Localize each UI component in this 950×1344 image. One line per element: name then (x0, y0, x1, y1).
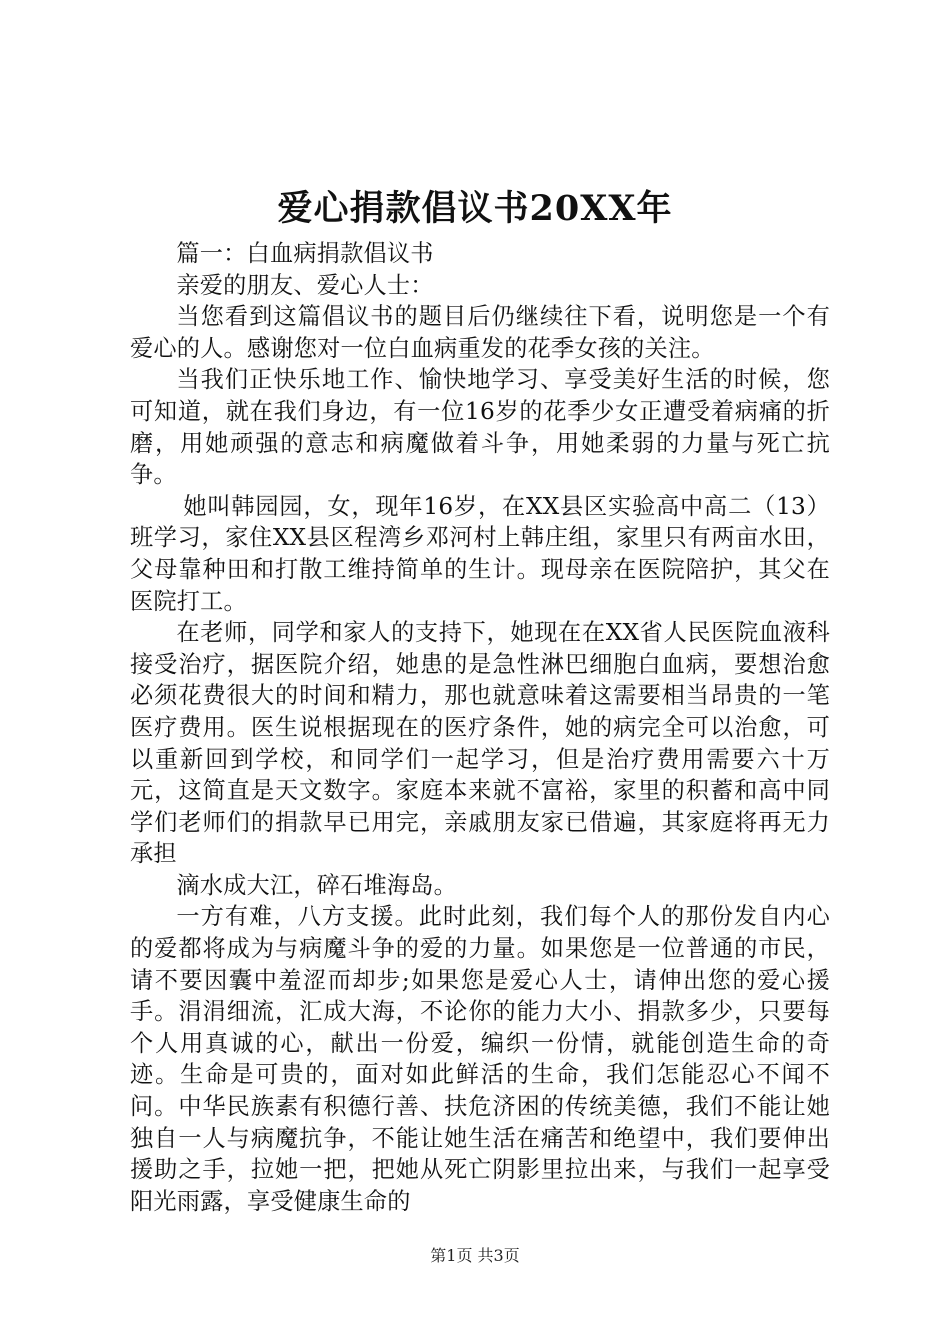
page-number: 第1页 共3页 (430, 1246, 520, 1265)
document-title: 爱心捐款倡议书20XX年 (277, 188, 673, 229)
paragraph: 当我们正快乐地工作、愉快地学习、享受美好生活的时候，您可知道，就在我们身边，有一位16岁的花季少女正遭受着病痛的折磨，用她顽强的意志和病魔做着斗争，用她柔弱的力量与死亡抗争。 (130, 366, 830, 489)
paragraph-salutation: 亲爱的朋友、爱心人士： (176, 271, 434, 299)
paragraph: 当您看到这篇倡议书的题目后仍继续往下看，说明您是一个有爱心的人。感谢您对一位白血病重发的花季女孩的关注。 (130, 303, 830, 362)
paragraph-section-heading: 篇一：白血病捐款倡议书 (176, 240, 434, 267)
paragraph: 在老师，同学和家人的支持下，她现在在XX省人民医院血液科接受治疗，据医院介绍，她患的是急性淋巴细胞白血病，要想治愈必须花费很大的时间和精力，那也就意味着这需要相当昂贵的一笔医疗费用。医生说根据现在的医疗条件，她的病完全可以治愈，可以重新回到学校，和同学们一起学习，但是治疗费用需要六十万元，这简直是天文数字。家庭本来就不富裕，家里的积蓄和高中同学们老师们的捐款早已用完，亲戚朋友家已借遍，其家庭将再无力承担 (130, 619, 830, 868)
document-body (130, 238, 830, 1217)
paragraph: 她叫韩园园，女，现年16岁，在XX县区实验高中高二（13）班学习，家住XX县区程湾乡邓河村上韩庄组，家里只有两亩水田，父母靠种田和打散工维持简单的生计。现母亲在医院陪护，其父在医院打工。 (130, 492, 830, 615)
paragraph: 一方有难，八方支援。此时此刻，我们每个人的那份发自内心的爱都将成为与病魔斗争的爱的力量。如果您是一位普通的市民，请不要因囊中羞涩而却步;如果您是爱心人士，请伸出您的爱心援手。涓涓细流，汇成大海，不论你的能力大小、捐款多少，只要每个人用真诚的心，献出一份爱，编织一份情，就能创造生命的奇迹。生命是可贵的，面对如此鲜活的生命，我们怎能忍心不闻不问。中华民族素有积德行善、扶危济困的传统美德，我们不能让她独自一人与病魔抗争，不能让她生活在痛苦和绝望中，我们要伸出援助之手，拉她一把，把她从死亡阴影里拉出来，与我们一起享受阳光雨露，享受健康生命的 (130, 903, 830, 1215)
paragraph: 滴水成大江，碎石堆海岛。 (176, 871, 458, 899)
